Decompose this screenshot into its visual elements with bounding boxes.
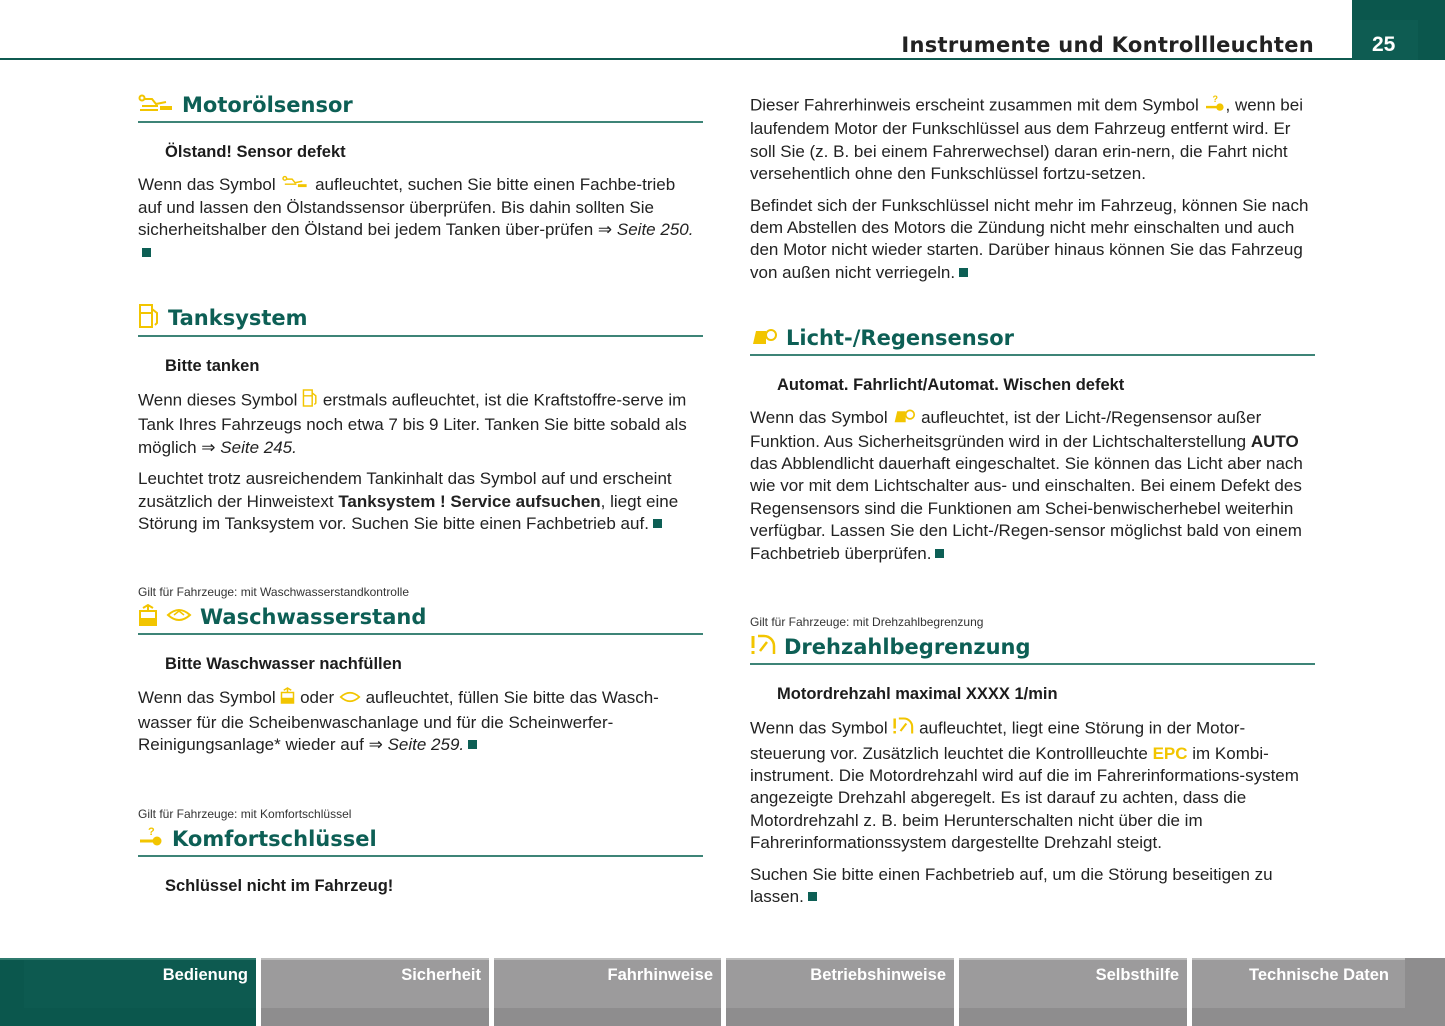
fuel-pump-icon: [302, 388, 318, 414]
end-mark: [935, 549, 944, 558]
paragraph: Wenn das Symbol aufleuchtet, liegt eine Störung in der Motor-steuerung vor. Zusätzlich leuchtet die Kontrollleuchte EPC im Kombi-instrument. Die Motordrehzahl wird auf die im Fahrerinformations-system angezeigte Drehzahl abgeregelt. Es ist darauf zu achten, dass die Motordrehzahl z. B. beim Herunterschalten nicht über die im Fahrerinformationssystem dargestellte Drehzahl steigt.: [750, 716, 1315, 854]
section-title: Motorölsensor: [182, 93, 353, 117]
nav-tab-fahrhinweise[interactable]: Fahrhinweise: [494, 958, 721, 1026]
end-mark: [808, 892, 817, 901]
paragraph: Wenn das Symbol oder aufleuchtet, füllen Sie bitte das Wasch-wasser für die Scheibenwaschanlage und für die Scheinwerfer-Reinigungsanlage* wieder auf ⇒ Seite 259.: [138, 686, 703, 756]
paragraph: Suchen Sie bitte einen Fachbetrieb auf, um die Störung beseitigen zu lassen.: [750, 864, 1273, 906]
section-heading-drehzahlbegrenzung: [750, 632, 1315, 665]
page-reference-link[interactable]: Seite 250.: [616, 220, 694, 240]
message-title: Bitte Waschwasser nachfüllen: [165, 655, 402, 674]
paragraph: Wenn das Symbol aufleuchtet, ist der Licht-/Regensensor außer Funktion. Aus Sicherheitsgründen wird in der Lichtschalterstellung AUTO das Abblendlicht dauerhaft eingeschaltet. Sie können das Licht aber nach wie vor mit dem Lichtschalter aus- und einschalten. Bei einem Defekt des Regensensors sind die Funktionen am Schei-benwischerhebel weiterhin verfügbar. Lassen Sie den Licht-/Regen-sensor möglichst bald von einem Fachbetrieb überprüfen.: [750, 408, 1303, 563]
end-mark: [959, 268, 968, 277]
header-rule: [0, 58, 1352, 60]
paragraph: Dieser Fahrerhinweis erscheint zusammen mit dem Symbol ? , wenn bei laufendem Motor der Funkschlüssel aus dem Fahrzeug entfernt wird. Er soll Sie (z. B. bei einem Fahrerwechsel) daran erin-nern, die Fahrt nicht versehentlich ohne den Funkschlüssel fortzu-setzen.: [750, 94, 1303, 184]
headlight-washer-icon: [166, 607, 192, 628]
nav-tab-bedienung[interactable]: Bedienung: [0, 958, 256, 1026]
section-title: Waschwasserstand: [200, 605, 427, 630]
light-rain-sensor-icon: [750, 326, 778, 351]
chapter-title: Instrumente und Kontrollleuchten: [901, 33, 1314, 57]
paragraph: Leuchtet trotz ausreichendem Tankinhalt das Symbol auf und erscheint zusätzlich der Hinweistext Tanksystem ! Service aufsuchen, liegt eine Störung im Tanksystem vor. Suchen Sie bitte einen Fachbetrieb auf.: [138, 469, 679, 533]
right-column: [750, 94, 1315, 917]
rpm-limit-icon: [892, 716, 914, 742]
fuel-pump-icon: [138, 303, 160, 334]
applies-to-note: Gilt für Fahrzeuge: mit Komfortschlüssel: [138, 806, 352, 821]
key-missing-icon: [138, 825, 164, 852]
washer-fluid-icon: [138, 603, 158, 632]
nav-tab-technische-daten[interactable]: Technische Daten: [1192, 958, 1405, 1026]
section-title: Drehzahlbegrenzung: [784, 635, 1031, 660]
left-column: [138, 90, 703, 908]
headlight-washer-icon: [339, 688, 361, 710]
message-title: Ölstand! Sensor defekt: [165, 143, 346, 161]
section-heading-licht-regensensor: [750, 323, 1315, 356]
applies-to-note: Gilt für Fahrzeuge: mit Waschwasserstandkontrolle: [138, 585, 409, 600]
message-title: Motordrehzahl maximal XXXX 1/min: [777, 685, 1058, 704]
end-mark: [468, 740, 477, 749]
section-heading-motoroelsensor: [138, 90, 703, 123]
page-number: 25: [1372, 33, 1396, 56]
nav-tab-selbsthilfe[interactable]: Selbsthilfe: [959, 958, 1187, 1026]
paragraph: Wenn dieses Symbol erstmals aufleuchtet, ist die Kraftstoffre-serve im Tank Ihres Fahrzeugs noch etwa 7 bis 9 Liter. Tanken Sie bitte sobald als möglich ⇒ Seite 245.: [138, 388, 703, 459]
paragraph: Wenn das Symbol aufleuchtet, suchen Sie bitte einen Fachbe-trieb auf und lassen den Ölstandssensor überprüfen. Bis dahin sollten Sie sicherheitshalber den Ölstand bei jedem Tanken über-prüfen ⇒ Seite 250.: [138, 174, 703, 264]
rpm-limit-icon: [750, 633, 776, 662]
page-number-tab: [1352, 0, 1445, 60]
section-heading-waschwasserstand: [138, 602, 703, 635]
light-rain-sensor-icon: [892, 407, 916, 430]
key-missing-icon: [1204, 94, 1226, 118]
page-reference-link[interactable]: Seite 259.: [387, 735, 465, 755]
section-heading-tanksystem: [138, 303, 703, 337]
end-mark: [653, 519, 662, 528]
section-title: Tanksystem: [168, 306, 308, 331]
washer-fluid-icon: [280, 686, 295, 711]
section-title: Licht-/Regensensor: [786, 326, 1015, 351]
chapter-navigation: [0, 958, 1445, 1026]
section-title: Komfortschlüssel: [172, 826, 377, 851]
nav-tab-sicherheit[interactable]: Sicherheit: [261, 958, 489, 1026]
section-heading-komfortschluessel: [138, 824, 703, 857]
page-reference-link[interactable]: Seite 245.: [220, 437, 297, 457]
message-title: Automat. Fahrlicht/Automat. Wischen defekt: [777, 376, 1125, 395]
end-mark: [142, 248, 151, 257]
oil-level-sensor-icon: [280, 174, 310, 196]
message-title: Bitte tanken: [165, 356, 260, 375]
applies-to-note: Gilt für Fahrzeuge: mit Drehzahlbegrenzung: [750, 615, 984, 630]
oil-level-sensor-icon: [138, 92, 174, 119]
nav-end-block: [1405, 958, 1445, 1026]
epc-warning-icon: EPC: [1152, 743, 1188, 763]
message-title: Schlüssel nicht im Fahrzeug!: [165, 876, 394, 895]
paragraph: Befindet sich der Funkschlüssel nicht mehr im Fahrzeug, können Sie nach dem Abstellen des Motors die Zündung nicht mehr einschalten und auch den Motor nicht wieder starten. Darüber hinaus können Sie das Fahrzeug von außen nicht verriegeln.: [750, 195, 1309, 282]
svg-text:?: ?: [148, 826, 155, 839]
svg-text:?: ?: [1212, 94, 1218, 105]
nav-tab-betriebshinweise[interactable]: Betriebshinweise: [726, 958, 954, 1026]
